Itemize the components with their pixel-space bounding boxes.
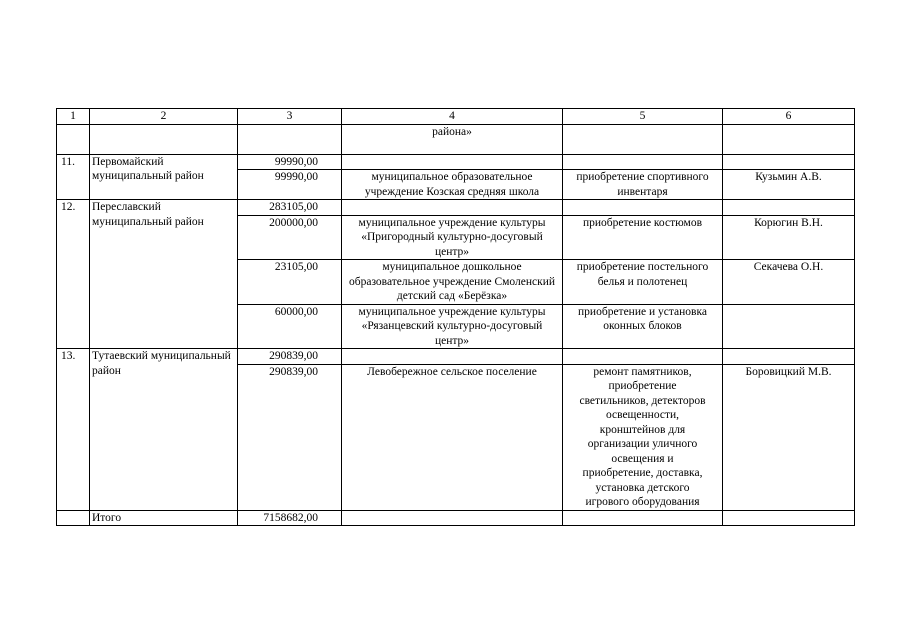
allocation-table [56,108,855,526]
table-row [57,200,855,216]
empty-cell [723,154,855,170]
organization: муниципальное учреждение культуры «Рязанцевский культурно-досуговый центр» [342,304,563,349]
cont-cell-3 [238,124,342,154]
empty-cell [342,349,563,365]
table-row [57,349,855,365]
empty-cell [342,154,563,170]
header-col-2: 2 [90,109,238,125]
table-row [57,154,855,170]
empty-cell [723,510,855,526]
item-sum: 60000,00 [238,304,342,349]
district-total: 290839,00 [238,349,342,365]
empty-cell [723,349,855,365]
district-name: Тутаевский муниципальный район [90,349,238,511]
total-row [57,510,855,526]
organization: муниципальное дошкольное образовательное учреждение Смоленский детский сад «Берёзка» [342,260,563,305]
empty-cell [342,510,563,526]
empty-cell [342,200,563,216]
purpose: приобретение костюмов [563,215,723,260]
cont-cell-1 [57,124,90,154]
total-label: Итого [90,510,238,526]
empty-cell [563,510,723,526]
responsible-person: Секачева О.Н. [723,260,855,305]
responsible-person: Кузьмин А.В. [723,170,855,200]
empty-cell [563,200,723,216]
item-sum: 23105,00 [238,260,342,305]
header-col-1: 1 [57,109,90,125]
empty-cell [723,304,855,349]
row-number: 11. [57,154,90,200]
item-sum: 99990,00 [238,170,342,200]
district-total: 99990,00 [238,154,342,170]
cont-cell-2 [90,124,238,154]
header-col-3: 3 [238,109,342,125]
purpose: приобретение постельного белья и полотенец [563,260,723,305]
responsible-person: Корюгин В.Н. [723,215,855,260]
cont-cell-4: района» [342,124,563,154]
row-number: 13. [57,349,90,511]
header-col-5: 5 [563,109,723,125]
item-sum: 290839,00 [238,364,342,510]
grand-total: 7158682,00 [238,510,342,526]
row-number: 12. [57,200,90,349]
header-col-6: 6 [723,109,855,125]
cont-cell-6 [723,124,855,154]
purpose: ремонт памятников, приобретение светильников, детекторов освещенности, кронштейнов для организации уличного освещения и приобретение, доставка, установка детского игрового оборудования [563,364,723,510]
district-name: Переславский муниципальный район [90,200,238,349]
continuation-row [57,124,855,154]
organization: муниципальное учреждение культуры «Пригородный культурно-досуговый центр» [342,215,563,260]
purpose: приобретение и установка оконных блоков [563,304,723,349]
district-total: 283105,00 [238,200,342,216]
purpose: приобретение спортивного инвентаря [563,170,723,200]
empty-cell [563,154,723,170]
header-col-4: 4 [342,109,563,125]
cont-cell-5 [563,124,723,154]
empty-cell [563,349,723,365]
item-sum: 200000,00 [238,215,342,260]
empty-cell [57,510,90,526]
empty-cell [723,200,855,216]
organization: Левобережное сельское поселение [342,364,563,510]
header-row [57,109,855,125]
responsible-person: Боровицкий М.В. [723,364,855,510]
organization: муниципальное образовательное учреждение Козская средняя школа [342,170,563,200]
district-name: Первомайский муниципальный район [90,154,238,200]
